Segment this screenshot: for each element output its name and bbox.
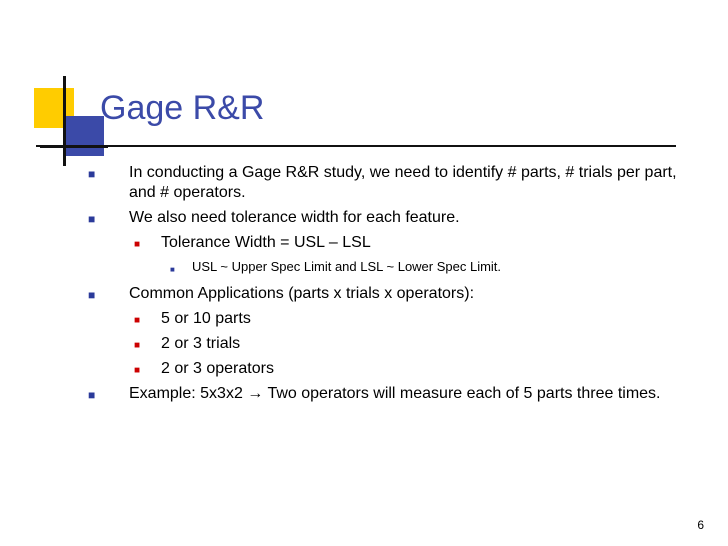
bullet-text: 2 or 3 trials: [161, 335, 241, 352]
page-number: 6: [697, 518, 704, 532]
bullet-text: USL ~ Upper Spec Limit and LSL ~ Lower Spec Limit.: [192, 259, 502, 274]
logo-vertical-line: [63, 76, 66, 166]
sub-bullet-item: [84, 233, 694, 253]
bullet-text: In conducting a Gage R&R study, we need to identify # parts, # trials per part, and # operators.: [129, 164, 677, 201]
square-bullet-icon: ■: [170, 265, 175, 274]
square-bullet-icon: ■: [134, 340, 141, 351]
sub-bullet-item: [84, 334, 694, 354]
square-bullet-icon: ■: [88, 288, 96, 302]
bullet-item: [84, 284, 694, 304]
bullet-text: 2 or 3 operators: [161, 360, 274, 377]
bullet-text-part: Two operators will measure each of 5 parts three times.: [263, 385, 661, 402]
bullet-text: 5 or 10 parts: [161, 310, 251, 327]
sub-bullet-item: [84, 359, 694, 379]
square-bullet-icon: ■: [88, 167, 96, 181]
square-bullet-icon: ■: [88, 388, 96, 402]
square-bullet-icon: ■: [134, 315, 141, 326]
bullet-item: [84, 208, 694, 228]
arrow-right-icon: →: [247, 385, 264, 402]
logo-horizontal-line: [40, 145, 108, 148]
square-bullet-icon: ■: [134, 239, 141, 250]
sub-bullet-item: [84, 309, 694, 329]
square-bullet-icon: ■: [134, 365, 141, 376]
bullet-text: We also need tolerance width for each feature.: [129, 209, 460, 226]
sub-sub-bullet-item: [84, 258, 694, 276]
bullet-text-part: Example: 5x3x2: [129, 385, 248, 402]
bullet-item: [84, 384, 694, 404]
bullet-list: [84, 163, 694, 409]
title-underline: [36, 145, 676, 147]
slide-title: Gage R&R: [100, 89, 265, 127]
bullet-text: Common Applications (parts x trials x operators):: [129, 285, 475, 302]
bullet-text: Tolerance Width = USL – LSL: [161, 234, 371, 251]
logo-blue-square: [64, 116, 104, 156]
bullet-item: [84, 163, 694, 203]
square-bullet-icon: ■: [88, 212, 96, 226]
